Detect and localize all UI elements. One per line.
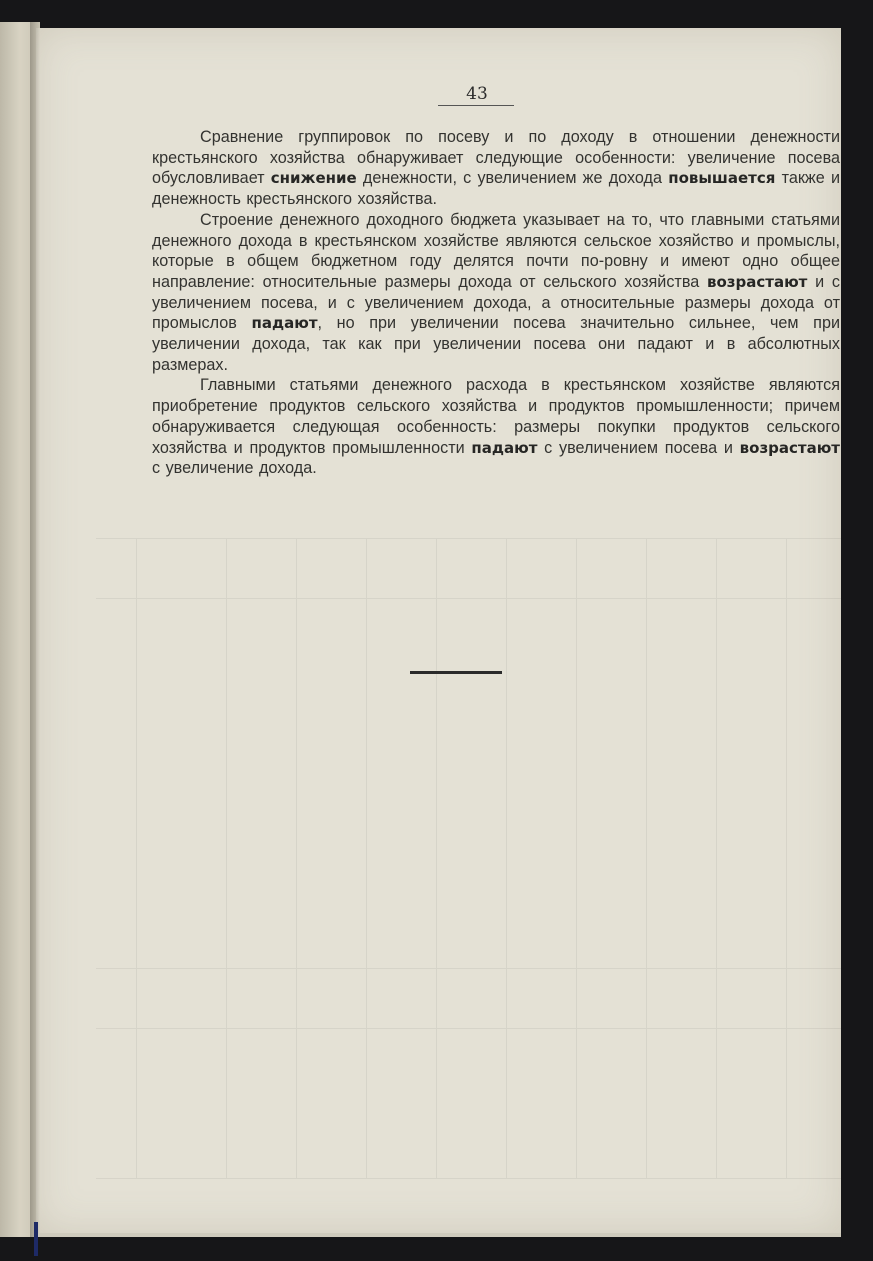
show-through-line — [646, 538, 647, 1178]
emphasized-word: снижение — [270, 169, 357, 188]
show-through-line — [96, 1178, 841, 1179]
text-run: , но при увеличении посева значительно сильнее, чем при увеличении дохода, так как при увеличении посева они падают и в абсолютных размерах. — [152, 314, 840, 374]
page-number-underline — [438, 105, 514, 106]
book-page — [36, 28, 841, 1233]
paragraph-2 — [152, 210, 840, 376]
show-through-line — [296, 538, 297, 1178]
show-through-line — [366, 538, 367, 1178]
show-through-line — [506, 538, 507, 1178]
section-end-rule — [410, 671, 502, 674]
show-through-table — [96, 508, 841, 1208]
show-through-line — [786, 538, 787, 1178]
emphasized-word: повышается — [668, 169, 776, 188]
spine-shadow — [30, 22, 40, 1237]
emphasized-word: возрастают — [707, 272, 808, 291]
show-through-line — [96, 538, 841, 539]
emphasized-word: возрастают — [739, 438, 840, 457]
page-bottom-edge — [36, 1233, 841, 1237]
show-through-line — [576, 538, 577, 1178]
text-run: денежности, с увеличением же дохода — [356, 169, 669, 188]
binding-mark — [34, 1222, 38, 1256]
emphasized-word: падают — [471, 438, 538, 457]
text-run: с увеличением посева и — [537, 438, 740, 457]
text-run: Главными статьями денежного расхода в крестьянском хозяйстве являются приобретение продуктов сельского хозяйства и продуктов промышленности; причем обнаруживается следующая особенность: размеры покупки продуктов сельского хозяйства и продуктов промышленности — [152, 376, 840, 457]
body-text — [152, 127, 840, 479]
show-through-line — [436, 538, 437, 1178]
text-run: и с увеличением посева, и с увеличением дохода, а относительные размеры дохода от промыслов — [152, 272, 840, 333]
show-through-line — [96, 598, 841, 599]
show-through-line — [716, 538, 717, 1178]
paragraph-1 — [152, 127, 840, 210]
show-through-line — [96, 1028, 841, 1029]
text-run: Сравнение группировок по посеву и по доходу в отношении денежности крестьянского хозяйства обнаруживает следующие особенности: увеличение посева обусловливает — [152, 128, 840, 188]
text-run: также и денежность крестьянского хозяйства. — [152, 169, 840, 209]
text-run: с увеличение дохода. — [152, 459, 317, 478]
text-run: Строение денежного доходного бюджета указывает на то, что главными статьями денежного дохода в крестьянском хозяйстве являются сельское хозяйство и промыслы, которые в общем бюджетном году делятся почти по-ровну и имеют одно общее направление: относительные размеры дохода от сельского хозяйства — [152, 210, 840, 291]
paragraph-3 — [152, 375, 840, 479]
show-through-line — [226, 538, 227, 1178]
page-number: 43 — [466, 84, 488, 104]
show-through-line — [136, 538, 137, 1178]
show-through-line — [96, 968, 841, 969]
emphasized-word: падают — [251, 314, 318, 333]
